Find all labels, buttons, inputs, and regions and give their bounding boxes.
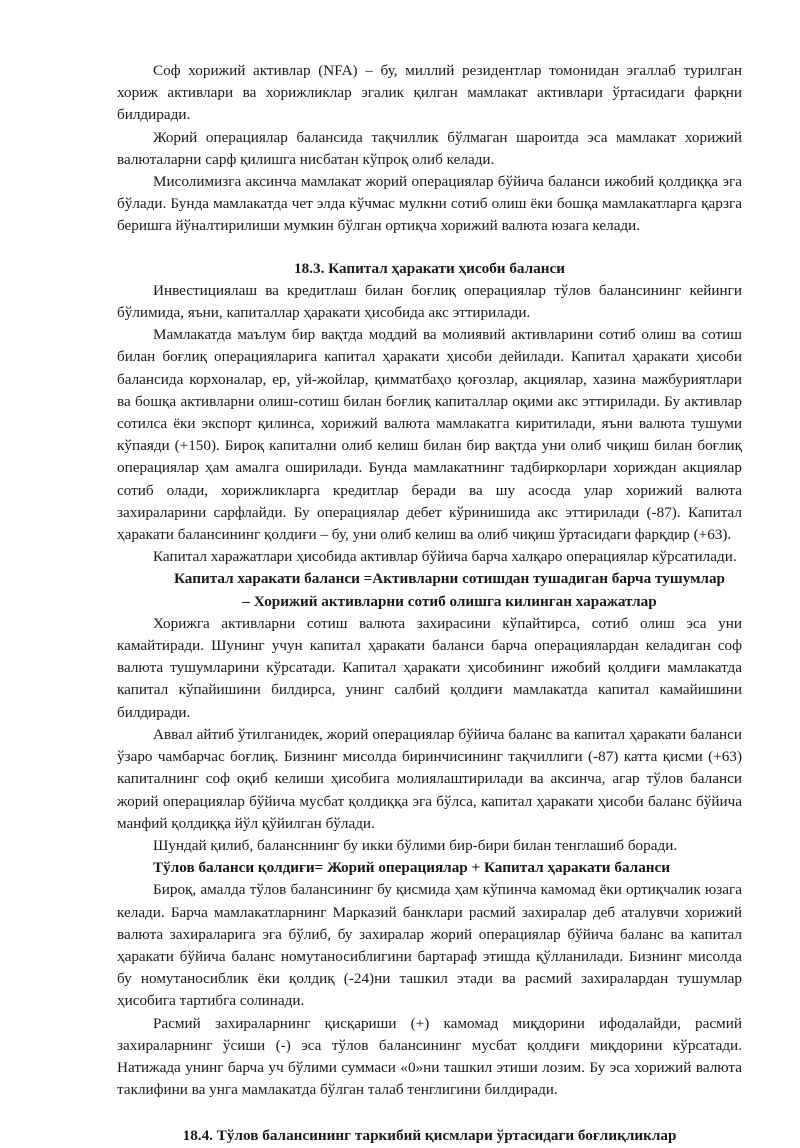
paragraph-nfa-definition: Соф хорижий активлар (NFA) – бу, миллий резидентлар томонидан эгаллаб турилган хориж активлари ва хорижликлар эгалик қилган мамлакат активлари ўртасидаги фарқни билдиради. [117, 62, 742, 124]
formula-capital-balance-line2: – Хорижий активларни сотиб олишга килинган харажатлар [242, 592, 657, 610]
paragraph-reserve-effects: Хорижга активларни сотиш валюта захирасини кўпайтирса, сотиб олиш эса уни камайтиради. Шунинг учун капитал ҳаракати баланси барча операциялардан келадиган соф валюта тушумларини кўрсатади. Капитал ҳаракати ҳисобининг ижобий қолдиғи мамлакатда капитал кўпайишини билдирса, унинг салбий қолдиғи мамлакатда капитал камайишини билдиради. [117, 614, 742, 721]
paragraph-official-reserves: Бироқ, амалда тўлов балансининг бу қисмида ҳам кўпинча камомад ёки ортиқчалик юзага келади. Барча мамлакатларнинг Марказий банклари расмий захиралар деб аталувчи хорижий валюта захираларига эга бўлиб, бу захиралар жорий операциялар бўйича баланс ва капитал ҳаракати бўйича баланс номутаносиблигини бартараф этишда қўлланилади. Бизнинг мисолда бу номутаносиблик ёки қолдиқ (-24)ни ташкил этади ва расмий захиралардан тушумлар ҳисобига тартибга солинади. [117, 881, 742, 1010]
section-heading-18-3: 18.3. Капитал ҳаракати ҳисоби баланси [293, 259, 566, 277]
document-page [117, 60, 742, 1148]
paragraph-equalization: Шундай қилиб, балансннинг бу икки бўлими бир-бири билан тенглашиб боради. [153, 836, 678, 854]
paragraph-capital-account-intro: Инвестициялаш ва кредитлаш билан боғлиқ операциялар тўлов балансининг кейинги бўлимида, яъни, капиталлар ҳаракати ҳисобида акс эттирилади. [117, 281, 742, 322]
paragraph-capital-account-definition: Мамлакатда маълум бир вақтда моддий ва молиявий активларини сотиб олиш ва сотиш билан боғлиқ операцияларига капитал ҳаракати ҳисоби дейилади. Капитал ҳаракати ҳисоби балансида корхоналар, ер, уй-жойлар, қимматбаҳо қоғозлар, акциялар, хазина мажбуриятлари ва бошқа активларни олиш-сотиш билан боғлиқ капиталлар оқими акс эттирилади. Бу активлар сотилса ёки экспорт қилинса, хорижий валюта мамлакатга киритилади, яъни валюта тушуми кўпаяди (+150). Бироқ капитални олиб келиш билан бир вақтда уни олиб чиқиш билан боғлиқ операциялар ҳам амалга оширилади. Бунда мамлакатнинг тадбиркорлари хориждан акциялар сотиб олади, хорижликларга кредитлар беради ва шу асосда улар хорижий валюта захираларини сарфлайди. Бу операциялар дебет кўринишида акс эттирилади (-87). Капитал ҳаракати балансининг қолдиғи – бу, уни олиб келиш ва олиб чиқиш ўртасидаги фарқдир (+63). [117, 326, 742, 544]
section-heading-18-4: 18.4. Тўлов балансининг таркибий қисмлари ўртасидаги боғлиқликлар [182, 1127, 677, 1145]
paragraph-capital-expenses: Капитал харажатлари ҳисобида активлар бўйича барча халқаро операциялар кўрсатилади. [153, 548, 737, 566]
formula-capital-balance-line1: Капитал харакати баланси =Активларни сотишдан тушадиган барча тушумлар [174, 570, 725, 588]
paragraph-reserve-changes: Расмий захираларнинг қисқариши (+) камомад миқдорини ифодалайди, расмий захираларнинг ўсиши (-) эса тўлов балансининг мусбат қолдиғи миқдорини кўрсатади. Натижада унинг барча уч бўлими суммаси «0»ни ташкил этиши лозим. Бу эса хорижий валюта таклифини ва унга мамлакатда бўлган талаб тенглигини билдиради. [117, 1014, 742, 1099]
formula-balance-of-payments: Тўлов баланси қолдиғи= Жорий операциялар + Капитал ҳаракати баланси [153, 859, 671, 877]
paragraph-positive-balance: Мисолимизга аксинча мамлакат жорий операциялар бўйича баланси ижобий қолдиққа эга бўлади. Бунда мамлакатда чет элда кўчмас мулкни сотиб олиш ёки бошқа мамлакатларга қарзга беришга йўналтирилиши мумкин бўлган ортиқча хорижий валюта юзага келади. [117, 173, 742, 235]
paragraph-current-account-deficit: Жорий операциялар балансида тақчиллик бўлмаган шароитда эса мамлакат хорижий валюталарни сарф қилишга нисбатан кўпроқ олиб келади. [117, 128, 742, 168]
paragraph-linkage: Аввал айтиб ўтилганидек, жорий операциялар бўйича баланс ва капитал ҳаракати баланси ўзаро чамбарчас боғлиқ. Бизнинг мисолда биринчисининг тақчиллиги (-87) катта қисми (+63) капиталнинг соф оқиб келиши ҳисобига молиялаштирилади ва аксинча, агар тўлов баланси жорий операциялар бўйича мусбат қолдиққа эга бўлса, капитал ҳаракати ҳисоби баланс бўйича манфий қолдиққа йўл қўйилган бўлади. [117, 725, 742, 832]
